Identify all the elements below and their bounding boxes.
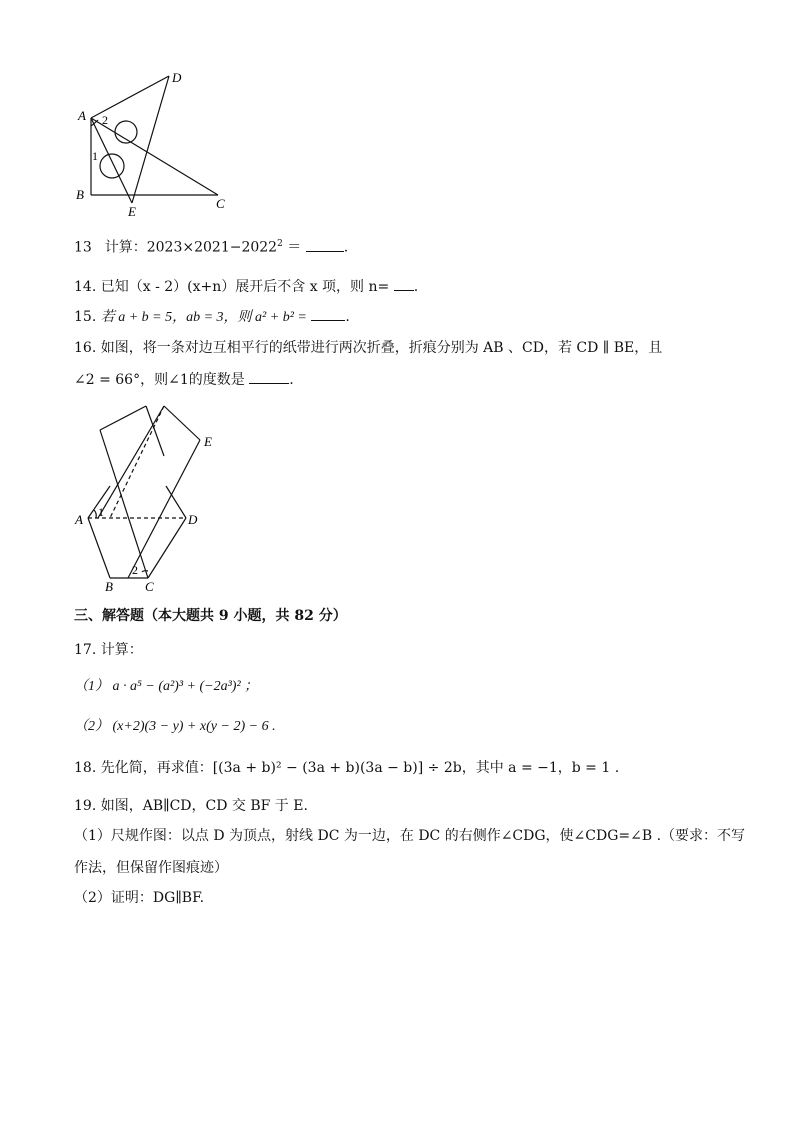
q19-part-2-text: （2）证明：DG∥BF. (74, 890, 205, 906)
question-19-part-1-line-2 (74, 858, 228, 878)
angle-1-mark (94, 510, 96, 518)
question-17-part-1 (74, 676, 258, 697)
q15-end: . (345, 309, 350, 325)
label-b: B (76, 187, 84, 202)
label-angle-1: 1 (98, 505, 104, 519)
question-17 (74, 640, 143, 660)
hexagon-right-upper (166, 486, 186, 518)
strip-top-edge (100, 406, 146, 430)
segment-ab (88, 518, 110, 578)
question-13 (74, 234, 348, 258)
question-14 (74, 276, 418, 297)
q19-number: 19. (74, 798, 97, 814)
q16-number: 16. (74, 340, 97, 356)
circle-lower (100, 154, 124, 178)
segment-ad (91, 76, 169, 118)
angle-2-mark (142, 571, 148, 572)
q13-exponent: 2 (277, 239, 283, 249)
question-19-part-2 (74, 888, 204, 908)
label-d: D (172, 70, 182, 85)
label-d: D (188, 512, 198, 527)
label-b: B (105, 579, 113, 594)
strip-inner-edge (98, 406, 164, 518)
q16-answer-blank[interactable] (249, 369, 289, 384)
label-angle-2: 2 (102, 113, 108, 127)
question-15 (74, 306, 350, 328)
q19-title: 如图，AB∥CD，CD 交 BF 于 E. (100, 798, 308, 814)
strip-left-edge (100, 430, 148, 578)
label-a: A (78, 108, 86, 123)
q18-text: 先化简，再求值：[(3a + b)² − (3a + b)(3a − b)] ÷ 2b，其中 a = −1，b = 1 . (100, 760, 620, 776)
label-angle-2: 2 (132, 563, 138, 577)
q13-text: 计算：2023×2021−2022 (104, 239, 278, 256)
upper-strip-top (164, 406, 200, 440)
figure-folded-strip (70, 400, 230, 596)
label-e: E (128, 204, 136, 219)
q15-answer-blank[interactable] (311, 306, 345, 321)
q13-end: . (343, 239, 349, 256)
question-18 (74, 758, 619, 778)
segment-de (132, 76, 169, 203)
q18-number: 18. (74, 760, 97, 776)
q13-number: 13 (74, 239, 92, 256)
upper-strip-edge (128, 440, 200, 578)
question-16-line-2 (74, 369, 294, 390)
label-a: A (75, 512, 83, 527)
label-e: E (204, 434, 212, 449)
q14-number: 14. (74, 279, 97, 295)
q13-equals: ＝ (287, 239, 302, 256)
q16-end: . (289, 372, 294, 388)
q13-answer-blank[interactable] (306, 237, 344, 252)
label-c: C (145, 579, 154, 594)
question-17-part-2 (74, 716, 276, 737)
fold-line-top (110, 406, 164, 518)
figure-triangles (70, 68, 240, 220)
q14-answer-blank[interactable] (394, 276, 414, 291)
label-angle-1: 1 (92, 149, 98, 163)
q17-number: 17. (74, 642, 97, 658)
q19-part-1-text-a: （1）尺规作图：以点 D 为顶点，射线 DC 为一边，在 DC 的右侧作∠CDG，使∠CDG=∠B .（要求：不写 (74, 828, 746, 844)
q15-number: 15. (74, 309, 97, 325)
q17-part-1-text: （1） a · a⁵ − (a²)³ + (−2a³)² ； (74, 679, 259, 694)
question-16-line-1 (74, 338, 662, 358)
q19-part-1-text-b: 作法，但保留作图痕迹） (74, 860, 228, 876)
q17-part-2-text: （2） (x+2)(3 − y) + x(y − 2) − 6 . (74, 719, 276, 734)
section-3-heading: 三、解答题（本大题共 9 小题，共 82 分） (74, 608, 347, 624)
q16-text-line-2: ∠2 = 66°，则∠1的度数是 (74, 372, 245, 388)
q16-text-line-1: 如图，将一条对边互相平行的纸带进行两次折叠，折痕分别为 AB 、CD，若 CD ∥ BE，且 (100, 340, 663, 356)
q15-text: 若 a + b = 5，ab = 3，则 a² + b² = (100, 310, 307, 325)
question-19 (74, 796, 308, 816)
q17-title: 计算： (100, 642, 143, 658)
hexagon-right-lower (148, 518, 186, 578)
question-19-part-1-line-1 (74, 826, 745, 846)
q14-text: 已知（x - 2）(x+n）展开后不含 x 项，则 n= (100, 279, 390, 295)
label-c: C (216, 196, 225, 211)
q14-end: . (413, 279, 419, 295)
